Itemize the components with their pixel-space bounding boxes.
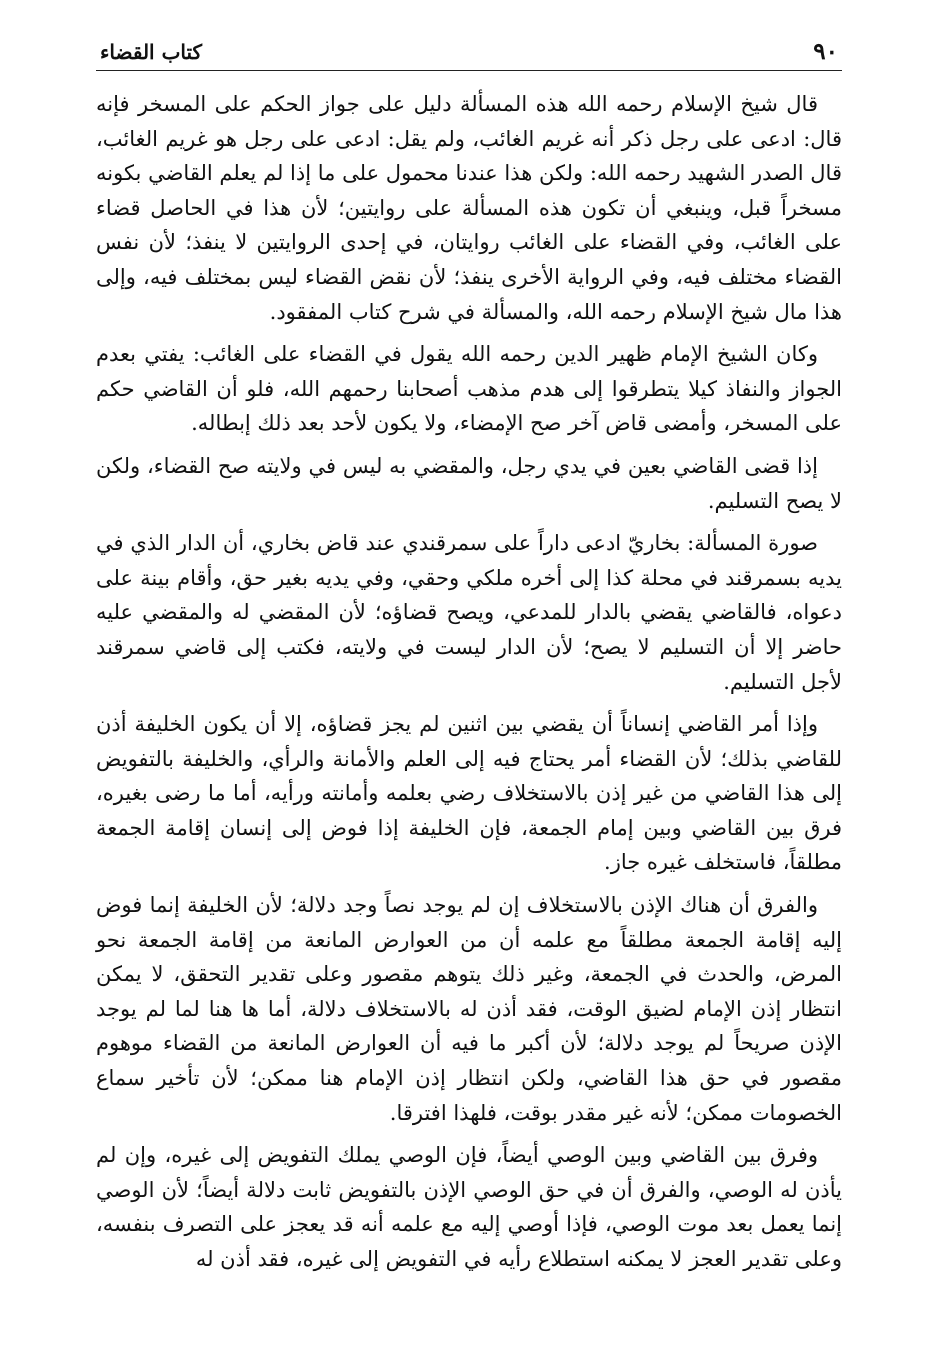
page-body — [96, 87, 842, 1277]
book-title: كتاب القضاء — [100, 40, 203, 64]
page-number: ٩٠ — [813, 38, 838, 65]
paragraph-7: وفرق بين القاضي وبين الوصي أيضاً، فإن الوصي يملك التفويض إلى غيره، وإن لم يأذن له الوصي، والفرق أن في حق الوصي الإذن بالتفويض ثابت دلالة أيضاً؛ لأن الوصي إنما يعمل بعد موت الوصي، فإذا أوصي إليه مع علمه أنه قد يعجز على التصرف بنفسه، وعلى تقدير العجز لا يمكنه استطلاع رأيه في التفويض إلى غيره، فقد أذن له — [96, 1143, 842, 1271]
paragraph-5: وإذا أمر القاضي إنساناً أن يقضي بين اثنين لم يجز قضاؤه، إلا أن يكون الخليفة أذن للقاضي بذلك؛ لأن القضاء أمر يحتاج فيه إلى العلم والأمانة والرأي، والخليفة بالتفويض إلى هذا القاضي من غير إذن بالاستخلاف رضي بعلمه وأمانته ورأيه، أما ما رضى بغيره، فرق بين القاضي وبين إمام الجمعة، فإن الخليفة إذا فوض إلى إنسان إقامة الجمعة مطلقاً، فاستخلف غيره جاز. — [96, 712, 842, 875]
paragraph-2: وكان الشيخ الإمام ظهير الدين رحمه الله يقول في القضاء على الغائب: يفتي بعدم الجواز والنفاذ كيلا يتطرقوا إلى هدم مذهب أصحابنا رحمهم الله، فلو أن القاضي حكم على المسخر، وأمضى قاض آخر صح الإمضاء، ولا يكون لأحد بعد ذلك إبطاله. — [96, 342, 842, 436]
paragraph-3: إذا قضى القاضي بعين في يدي رجل، والمقضي به ليس في ولايته صح القضاء، ولكن لا يصح التسليم. — [96, 453, 842, 513]
paragraph-4: صورة المسألة: بخاريّ ادعى داراً على سمرقندي عند قاض بخاري، أن الدار الذي في يديه بسمرقند في محلة كذا إلى أخره ملكي وحقي، وفي يديه بغير حق، وأقام بينة على دعواه، فالقاضي يقضي بالدار للمدعي، ويصح قضاؤه؛ لأن المقضي له والمقضي عليه حاضر إلا أن التسليم لا يصح؛ لأن الدار ليست في ولايته، فكتب إلى قاضي سمرقند لأجل التسليم. — [96, 531, 842, 694]
paragraph-6: والفرق أن هناك الإذن بالاستخلاف إن لم يوجد نصاً وجد دلالة؛ لأن الخليفة إنما فوض إليه إقامة الجمعة مطلقاً مع علمه أن من العوارض المانعة من إقامة الجمعة نحو المرض، والحدث في الجمعة، وغير ذلك يتوهم مقصور وعلى تقدير التحقق، لا يمكن انتظار إذن الإمام لضيق الوقت، فقد أذن له بالاستخلاف دلالة، أما ها هنا لما لم يوجد الإذن صريحاً لم يوجد دلالة؛ لأن أكبر ما فيه أن العوارض المانعة من القضاء موهوم مقصور في حق هذا القاضي، ولكن انتظار إذن الإمام هنا ممكن؛ لأن تأخير سماع الخصومات ممكن؛ لأنه غير مقدر بوقت، فلهذا افترقا. — [96, 893, 842, 1125]
paragraph-1: قال شيخ الإسلام رحمه الله هذه المسألة دليل على جواز الحكم على المسخر فإنه قال: ادعى على رجل ذكر أنه غريم الغائب، ولم يقل: ادعى على رجل هو غريم الغائب، قال الصدر الشهيد رحمه الله: ولكن هذا عندنا محمول على ما إذا لم يعلم القاضي بكونه مسخراً قبل، وينبغي أن تكون هذه المسألة على روايتين؛ لأن هذا في الحاصل قضاء على الغائب، وفي القضاء على الغائب روايتان، في إحدى الروايتين لا ينفذ؛ لأن نفس القضاء مختلف فيه، وفي الرواية الأخرى ينفذ؛ لأن نقض القضاء ليس بمختلف فيه، وإلى هذا مال شيخ الإسلام رحمه الله، والمسألة في شرح كتاب المفقود. — [96, 92, 842, 324]
page-header — [96, 34, 842, 71]
